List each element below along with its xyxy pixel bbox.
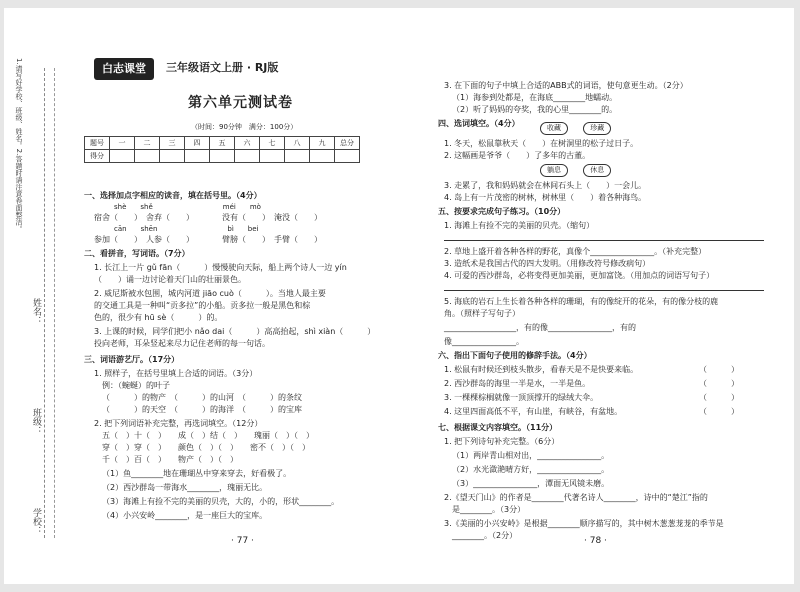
q3-item-1: （1）海参到处都是，在海底________地蠕动。 xyxy=(452,93,618,102)
word-tag-shoucang: 收藏 xyxy=(540,122,568,135)
score-cell[interactable] xyxy=(210,150,235,163)
s3-row-3: 五（ ）十（ ） 成（ ）结（ ） 瑰丽（ ）（ ） xyxy=(102,431,314,440)
s7-q3b: ________。（2分） xyxy=(452,531,518,540)
s6-paren-2: （ ） xyxy=(699,379,739,388)
score-cell[interactable] xyxy=(285,150,310,163)
score-cell[interactable] xyxy=(110,150,135,163)
s2-line-7: 投向老师，耳朵竖起来尽力记住老师的每一句话。 xyxy=(94,339,270,348)
score-header-cell: 九 xyxy=(310,137,335,150)
score-cell[interactable] xyxy=(335,150,360,163)
score-cell[interactable] xyxy=(185,150,210,163)
score-table xyxy=(84,136,360,163)
s3-example: 例：（蜿蜒）的叶子 xyxy=(102,381,170,390)
s3-q2: 2. 把下列词语补充完整，再选词填空。（12分） xyxy=(94,419,263,428)
section-2-heading: 二、看拼音，写词语。（7分） xyxy=(84,249,190,258)
s2-line-2: （ ）诵一边讨论着天门山的壮丽景色。 xyxy=(94,275,246,284)
side-margin xyxy=(12,48,52,568)
word-tag-xiuxi: 休息 xyxy=(583,164,611,177)
s5-answer-line-4 xyxy=(444,280,764,291)
s4-item-2: 2. 这幅画是爷爷（ ）了多年的古董。 xyxy=(444,151,591,160)
class-label: 班级： xyxy=(31,408,41,435)
s5-item-5b: 角。（照样子写句子） xyxy=(444,309,520,318)
s5-item-5a: 5. 海底的岩石上生长着各种各样的珊瑚，有的像绽开的花朵，有的像分枝的鹿 xyxy=(444,297,719,306)
section-5-heading: 五、按要求完成句子练习。（10分） xyxy=(438,207,566,216)
s4-item-3: 3. 走累了，我和妈妈就会在林间石头上（ ）一会儿。 xyxy=(444,181,647,190)
s7-poem-1: （1）两岸青山相对出，________________。 xyxy=(452,451,610,460)
fold-line xyxy=(44,68,45,538)
s5-item-5d: 像________________。 xyxy=(444,337,524,346)
q3-item-2: （2）听了妈妈的夸奖，我的心里________的。 xyxy=(452,105,618,114)
s7-q2a: 2.《望天门山》的作者是________代著名诗人________，诗中的“楚江”指的 xyxy=(444,493,708,502)
word-tag-zhencang: 珍藏 xyxy=(583,122,611,135)
section-1-heading: 一、选择加点字相应的读音，填在括号里。（4分） xyxy=(84,191,262,200)
s3-row-4: 穿（ ）穿（ ） 颜色（ ）（ ） 密不（ ）（ ） xyxy=(102,443,310,452)
s3-row-5: 千（ ）百（ ） 物产（ ）（ ） xyxy=(102,455,238,464)
s5-item-2: 2. 草地上盛开着各种各样的野花，真像个________________。（补充完整） xyxy=(444,247,707,256)
s6-item-3: 3. 一棵棵棕榈就像一顶顶撑开的绿绒大伞。 xyxy=(444,393,599,402)
section-4-heading: 四、选词填空。（4分） xyxy=(438,119,520,128)
score-header-cell: 七 xyxy=(260,137,285,150)
score-header-cell: 三 xyxy=(160,137,185,150)
score-header-cell: 一 xyxy=(110,137,135,150)
s5-item-4: 4. 可爱的西沙群岛，必将变得更加美丽，更加富饶。（用加点的词语写句子） xyxy=(444,271,715,280)
s7-poem-2: （2）水光潋滟晴方好，________________。 xyxy=(452,465,610,474)
s7-q2b: 是________。（3分） xyxy=(452,505,526,514)
s1-pinyin-2: cān shēn bì bei xyxy=(114,225,259,233)
word-tags-2 xyxy=(540,164,611,177)
s2-line-5: 色的，很少有 hū sè（ ）的。 xyxy=(94,313,223,322)
score-cell[interactable] xyxy=(260,150,285,163)
s2-line-3: 2. 威尼斯被水包围，城内河道 jiāo cuò（ ）。当地人最主要 xyxy=(94,289,326,298)
q3-instruction: 3. 在下面的句子中填上合适的ABB式的词语，使句意更生动。（2分） xyxy=(444,81,688,90)
s6-item-2: 2. 西沙群岛的海里一半是水，一半是鱼。 xyxy=(444,379,591,388)
s3-fill-3: （3）海滩上有捡不完的美丽的贝壳，大的，小的，形状________。 xyxy=(102,497,340,506)
score-header-cell: 总分 xyxy=(335,137,360,150)
s5-item-5c: __________________，有的像________________，有的 xyxy=(444,323,636,332)
s3-fill-2: （2）西沙群岛一带海水________，瑰丽无比。 xyxy=(102,483,268,492)
score-cell[interactable] xyxy=(235,150,260,163)
exam-sheet xyxy=(4,8,794,584)
s3-row-2: （ ）的天空 （ ）的海洋 （ ）的宝库 xyxy=(102,405,302,414)
s4-item-1: 1. 冬天，松鼠靠秋天（ ）在树洞里的松子过日子。 xyxy=(444,139,639,148)
s7-q1: 1. 把下列诗句补充完整。（6分） xyxy=(444,437,560,446)
score-header-cell: 六 xyxy=(235,137,260,150)
score-header-cell: 题号 xyxy=(85,137,110,150)
s3-q1: 1. 照样子，在括号里填上合适的词语。（3分） xyxy=(94,369,258,378)
score-header-cell: 八 xyxy=(285,137,310,150)
s6-paren-1: （ ） xyxy=(699,365,739,374)
s7-poem-3: （3）________________，潭面无风镜未磨。 xyxy=(452,479,610,488)
s3-row-1: （ ）的物产 （ ）的山河 （ ）的条纹 xyxy=(102,393,302,402)
score-cell[interactable] xyxy=(310,150,335,163)
cut-line xyxy=(54,68,55,538)
exam-title: 第六单元测试卷 xyxy=(188,95,293,111)
s4-item-4: 4. 岛上有一片茂密的树林，树林里（ ）着各种海鸟。 xyxy=(444,193,647,202)
exam-meta: （时间：90分钟 满分：100分） xyxy=(191,123,298,131)
s5-item-1: 1. 海滩上有捡不完的美丽的贝壳。（缩句） xyxy=(444,221,595,230)
s2-line-6: 3. 上课的时候，同学们把小 nǎo dai（ ）高高抬起，shì xiàn（ ） xyxy=(94,327,376,336)
s2-line-4: 的交通工具是一种叫“贡多拉”的小船。贡多拉一般是黑色和棕 xyxy=(94,301,311,310)
s2-line-1: 1. 长江上一片 gǔ fān（ ）慢慢驶向天际，船上两个诗人一边 yín xyxy=(94,263,347,272)
s1-pinyin-1: shè shě méi mò xyxy=(114,203,261,211)
s5-answer-line-1 xyxy=(444,230,764,241)
side-note: 1.请写好学校、班级、姓名。2.答题时请注意卷面整洁。 xyxy=(15,58,23,233)
s6-paren-4: （ ） xyxy=(699,407,739,416)
school-label: 学校： xyxy=(31,508,41,535)
section-6-heading: 六、指出下面句子使用的修辞手法。（4分） xyxy=(438,351,592,360)
s3-fill-1: （1）鱼________地在珊瑚丛中穿来穿去，好看极了。 xyxy=(102,469,292,478)
word-tag-qixi: 躺息 xyxy=(540,164,568,177)
section-3-heading: 三、词语游艺厅。（17分） xyxy=(84,355,180,364)
page-number-right: · 78 · xyxy=(584,536,607,546)
s6-paren-3: （ ） xyxy=(699,393,739,402)
page-number-left: · 77 · xyxy=(231,536,254,546)
score-header-cell: 四 xyxy=(185,137,210,150)
score-cell[interactable] xyxy=(160,150,185,163)
word-tags-1 xyxy=(540,122,611,135)
score-row-label: 得分 xyxy=(85,150,110,163)
s3-fill-4: （4）小兴安岭________，是一座巨大的宝库。 xyxy=(102,511,268,520)
section-7-heading: 七、根据课文内容填空。（11分） xyxy=(438,423,558,432)
s1-row-1: 宿舍（ ） 舍弃（ ） 没有（ ） 淹没（ ） xyxy=(94,213,322,222)
s7-q3a: 3.《美丽的小兴安岭》是根据________顺序描写的，其中树木葱葱茏茏的季节是 xyxy=(444,519,724,528)
score-cell[interactable] xyxy=(135,150,160,163)
book-subtitle: 三年级语文上册 · RJ版 xyxy=(166,61,279,74)
s6-item-4: 4. 这里四面高低不平，有山崖，有峡谷，有盆地。 xyxy=(444,407,623,416)
s5-item-3: 3. 造纸术是我国古代的四大发明。（用修改符号修改病句） xyxy=(444,259,651,268)
name-label: 姓名： xyxy=(31,298,41,325)
brand-logo: 白志课堂 xyxy=(94,58,154,80)
s1-row-2: 参加（ ） 人参（ ） 臂膀（ ） 手臂（ ） xyxy=(94,235,322,244)
score-header-cell: 二 xyxy=(135,137,160,150)
s6-item-1: 1. 松鼠有时候还到枝头散步，看春天是不是快要来临。 xyxy=(444,365,639,374)
score-header-cell: 五 xyxy=(210,137,235,150)
